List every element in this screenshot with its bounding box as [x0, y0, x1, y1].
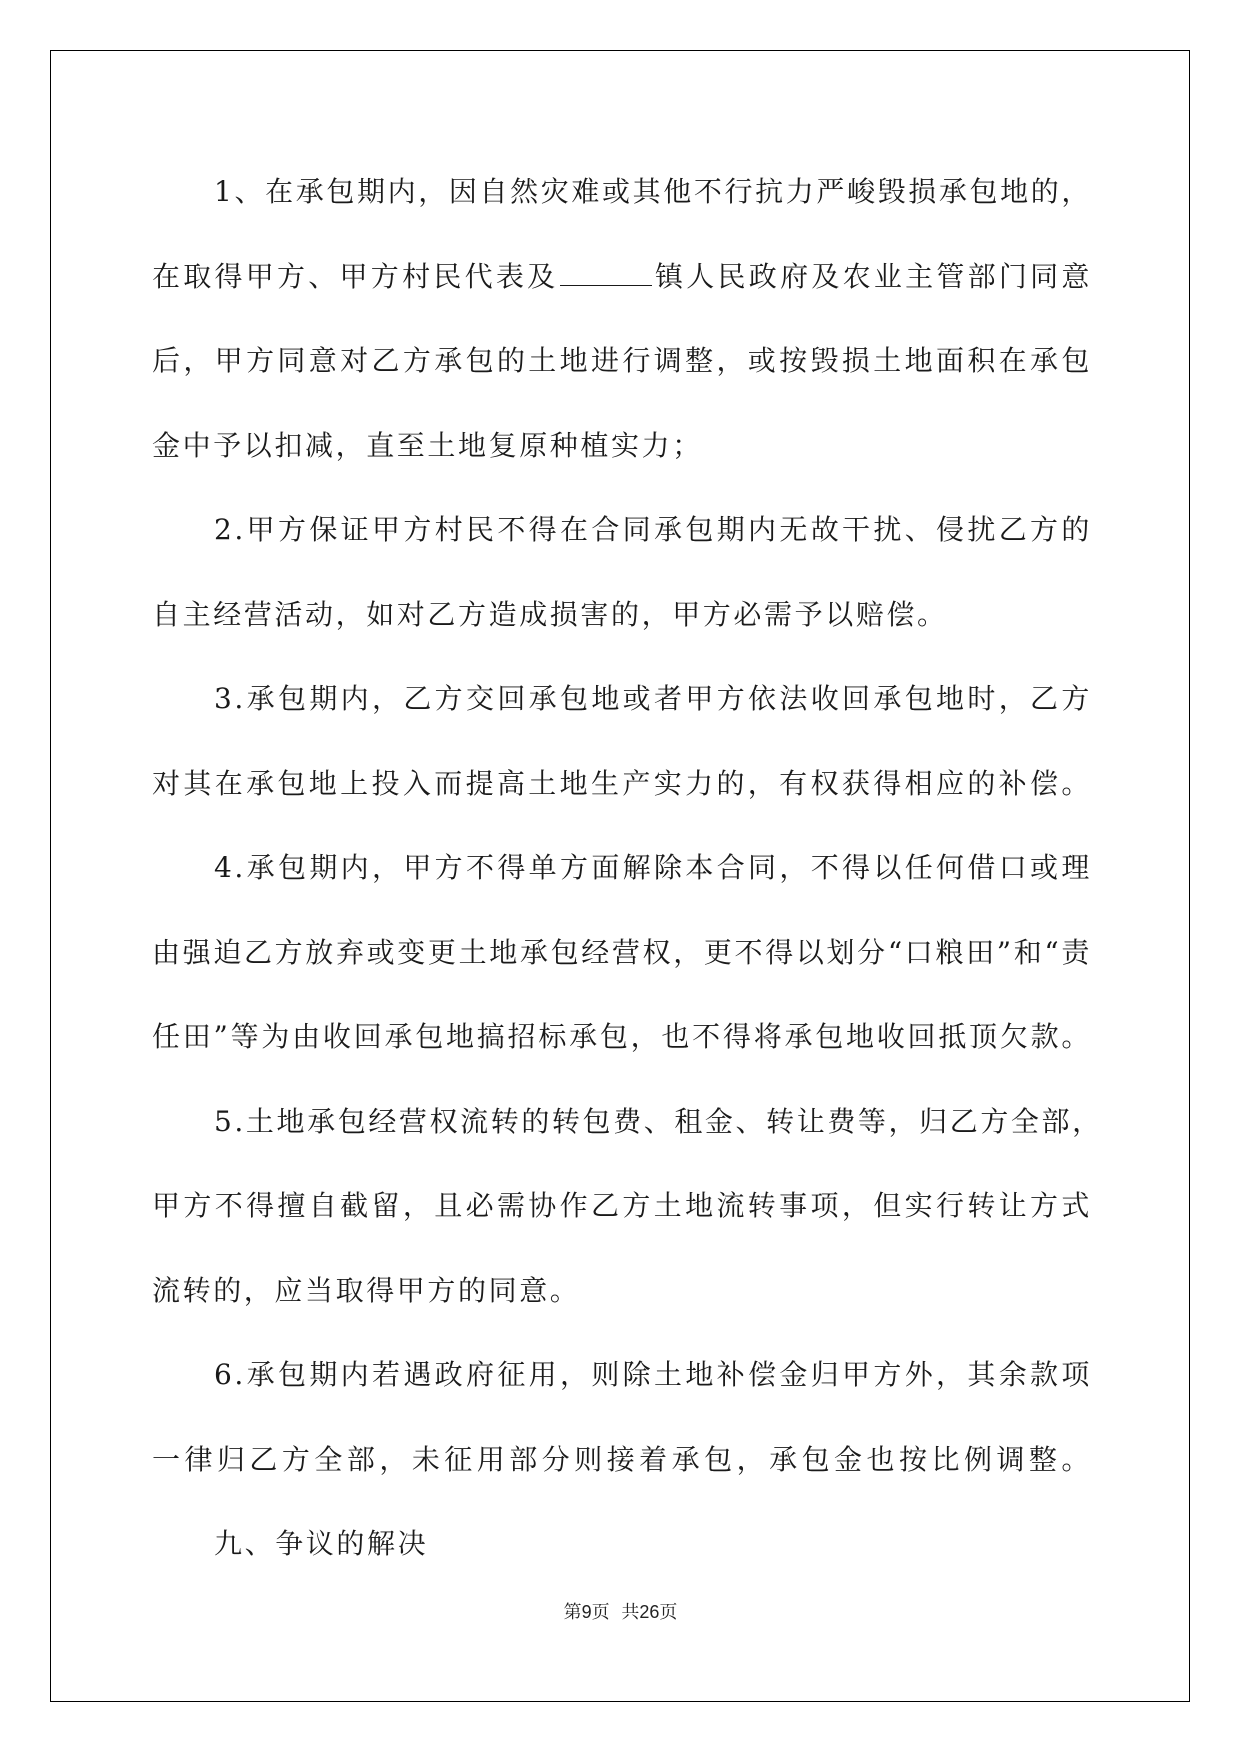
paragraph-line: 由强迫乙方放弃或变更土地承包经营权，更不得以划分“口粮田”和“责 — [152, 935, 1092, 969]
paragraph-line: 1、在承包期内，因自然灾难或其他不行抗力严峻毁损承包地的， — [214, 175, 1092, 208]
page-number: 9 — [581, 1602, 592, 1622]
paragraph-line: 2.甲方保证甲方村民不得在合同承包期内无故干扰、侵扰乙方的 — [214, 513, 1092, 546]
document-body — [152, 158, 1103, 1595]
paragraph-line: 6.承包期内若遇政府征用，则除土地补偿金归甲方外，其余款项 — [214, 1358, 1092, 1391]
paragraph-line: 金中予以扣减，直至土地复原种植实力； — [152, 428, 703, 462]
footer-page-suffix: 页 — [591, 1602, 610, 1623]
line-text: 镇人民政府及农业主管部门同意 — [654, 259, 1092, 293]
footer-total-prefix: 共 — [621, 1602, 640, 1623]
section-heading: 九、争议的解决 — [214, 1527, 429, 1560]
fill-in-blank — [560, 251, 652, 286]
paragraph-line: 甲方不得擅自截留，且必需协作乙方土地流转事项，但实行转让方式 — [152, 1189, 1092, 1222]
total-pages: 26 — [639, 1602, 660, 1622]
paragraph-line: 任田”等为由收回承包地搞招标承包，也不得将承包地收回抵顶欠款。 — [152, 1020, 1092, 1053]
paragraph-line: 一律归乙方全部，未征用部分则接着承包，承包金也按比例调整。 — [152, 1442, 1092, 1476]
footer-page-prefix: 第 — [563, 1602, 582, 1623]
paragraph-line — [152, 243, 1092, 328]
paragraph-line: 自主经营活动，如对乙方造成损害的，甲方必需予以赔偿。 — [152, 597, 948, 631]
paragraph-line: 3.承包期内，乙方交回承包地或者甲方依法收回承包地时，乙方 — [214, 682, 1092, 715]
footer-total-suffix: 页 — [659, 1602, 678, 1623]
paragraph-line: 后，甲方同意对乙方承包的土地进行调整，或按毁损土地面积在承包 — [152, 344, 1092, 377]
page-footer — [0, 1598, 1241, 1624]
paragraph-line: 流转的，应当取得甲方的同意。 — [152, 1273, 581, 1307]
line-text: 在取得甲方、甲方村民代表及 — [152, 259, 559, 293]
paragraph-line: 4.承包期内，甲方不得单方面解除本合同，不得以任何借口或理 — [214, 851, 1092, 884]
paragraph-line: 对其在承包地上投入而提高土地生产实力的，有权获得相应的补偿。 — [152, 766, 1092, 800]
paragraph-line: 5.土地承包经营权流转的转包费、租金、转让费等，归乙方全部， — [214, 1104, 1103, 1138]
